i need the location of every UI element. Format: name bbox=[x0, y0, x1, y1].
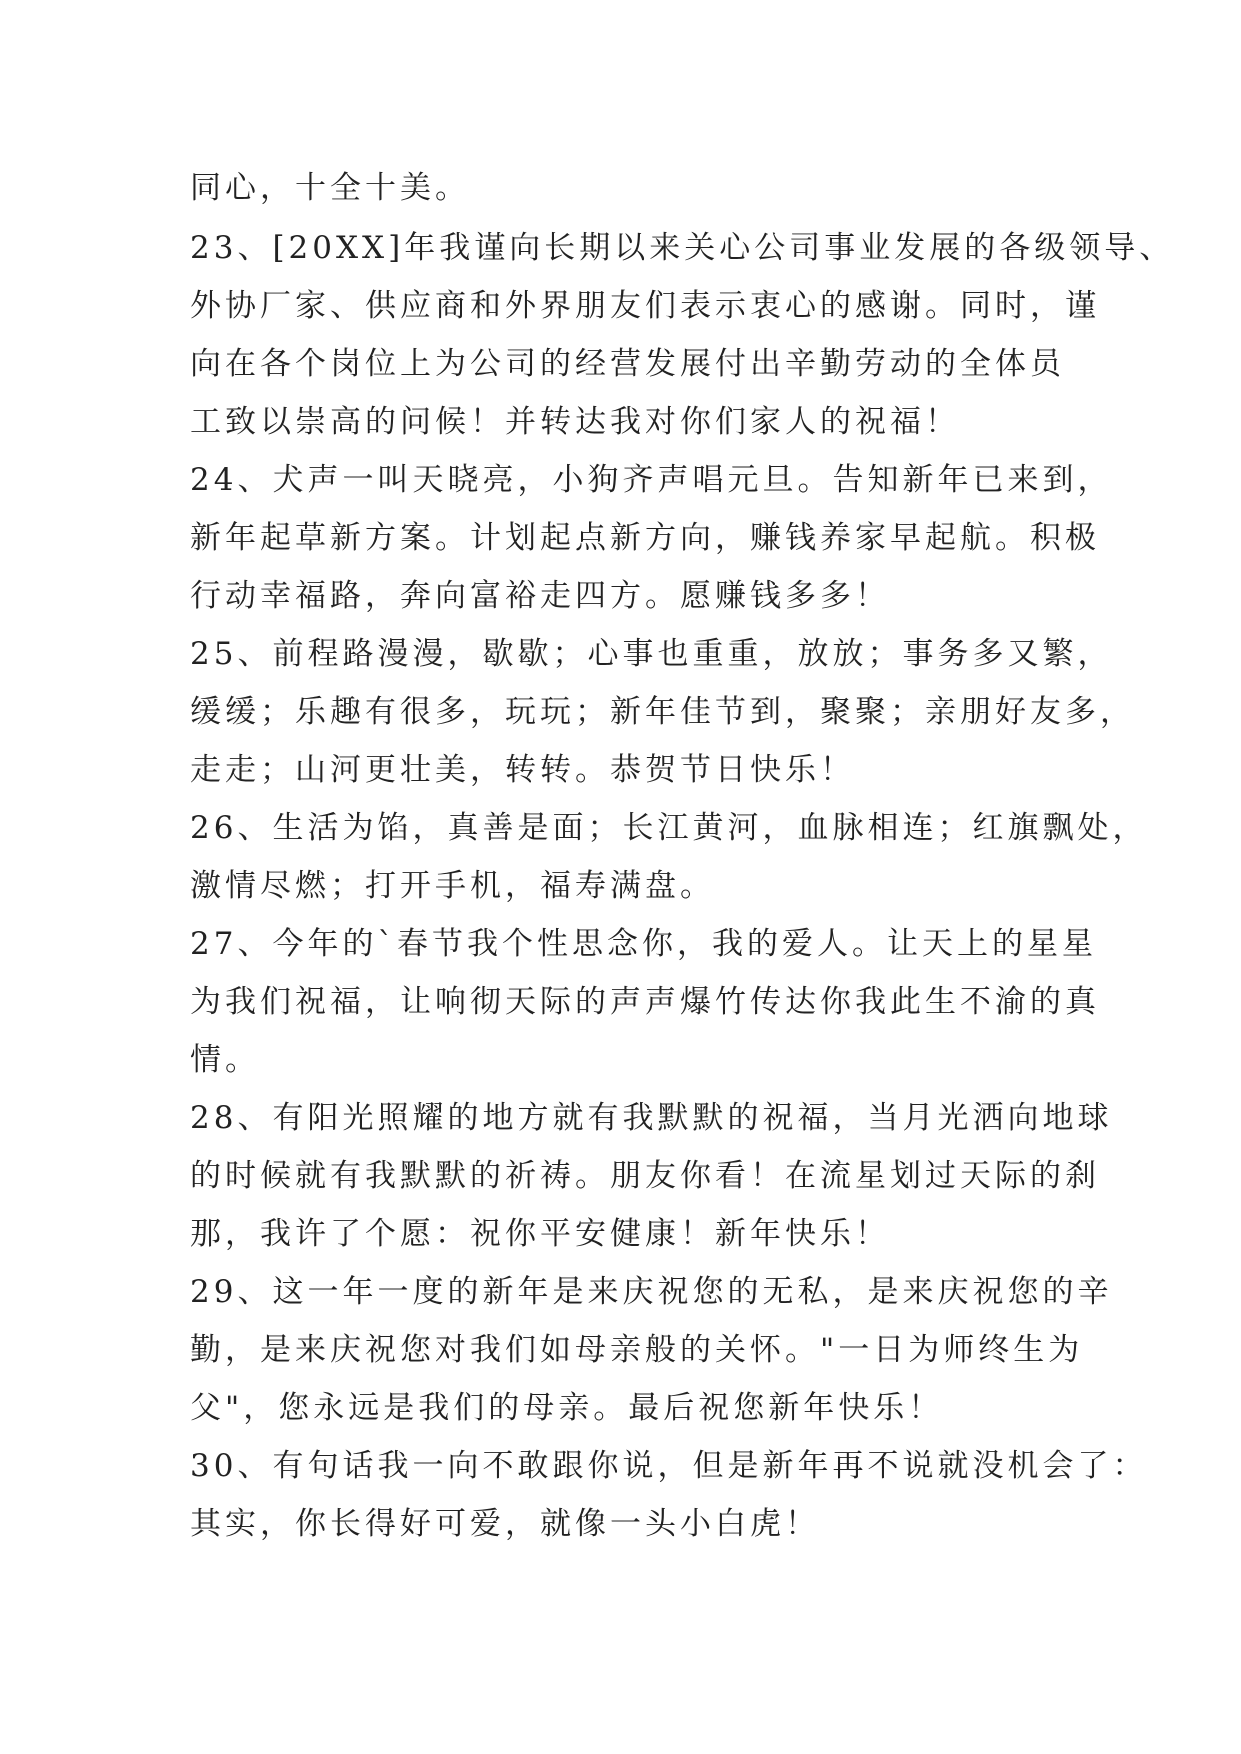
text-line: 其实，你长得好可爱，就像一头小白虎！ bbox=[190, 1506, 820, 1542]
text-line: 23、[20XX]年我谨向长期以来关心公司事业发展的各级领导、 bbox=[190, 230, 1175, 266]
text-line: 26、生活为馅，真善是面；长江黄河，血脉相连；红旗飘处， bbox=[190, 810, 1148, 846]
text-line: 的时候就有我默默的祈祷。朋友你看！在流星划过天际的刹 bbox=[190, 1158, 1100, 1194]
text-line: 工致以崇高的问候！并转达我对你们家人的祝福！ bbox=[190, 404, 960, 440]
text-line: 走走；山河更壮美，转转。恭贺节日快乐！ bbox=[190, 752, 855, 788]
text-line: 27、今年的`春节我个性思念你，我的爱人。让天上的星星 bbox=[190, 926, 1097, 962]
text-line: 新年起草新方案。计划起点新方向，赚钱养家早起航。积极 bbox=[190, 520, 1100, 556]
text-line: 24、犬声一叫天晓亮，小狗齐声唱元旦。告知新年已来到， bbox=[190, 462, 1113, 498]
text-line: 激情尽燃；打开手机，福寿满盘。 bbox=[190, 868, 715, 904]
text-line: 25、前程路漫漫，歇歇；心事也重重，放放；事务多又繁， bbox=[190, 636, 1113, 672]
text-line: 28、有阳光照耀的地方就有我默默的祝福，当月光洒向地球 bbox=[190, 1100, 1113, 1136]
text-line: 缓缓；乐趣有很多，玩玩；新年佳节到，聚聚；亲朋好友多， bbox=[190, 694, 1135, 730]
text-line: 29、这一年一度的新年是来庆祝您的无私，是来庆祝您的辛 bbox=[190, 1274, 1113, 1310]
text-line: 那，我许了个愿：祝你平安健康！新年快乐！ bbox=[190, 1216, 890, 1252]
text-line: 勤，是来庆祝您对我们如母亲般的关怀。"一日为师终生为 bbox=[190, 1332, 1084, 1368]
text-line: 30、有句话我一向不敢跟你说，但是新年再不说就没机会了： bbox=[190, 1448, 1148, 1484]
text-line: 外协厂家、供应商和外界朋友们表示衷心的感谢。同时，谨 bbox=[190, 288, 1100, 324]
text-line: 同心，十全十美。 bbox=[190, 170, 470, 206]
text-line: 为我们祝福，让响彻天际的声声爆竹传达你我此生不渝的真 bbox=[190, 984, 1100, 1020]
text-line: 父"，您永远是我们的母亲。最后祝您新年快乐！ bbox=[190, 1390, 944, 1426]
text-line: 行动幸福路，奔向富裕走四方。愿赚钱多多！ bbox=[190, 578, 890, 614]
text-line: 向在各个岗位上为公司的经营发展付出辛勤劳动的全体员 bbox=[190, 346, 1065, 382]
text-line: 情。 bbox=[190, 1042, 260, 1078]
